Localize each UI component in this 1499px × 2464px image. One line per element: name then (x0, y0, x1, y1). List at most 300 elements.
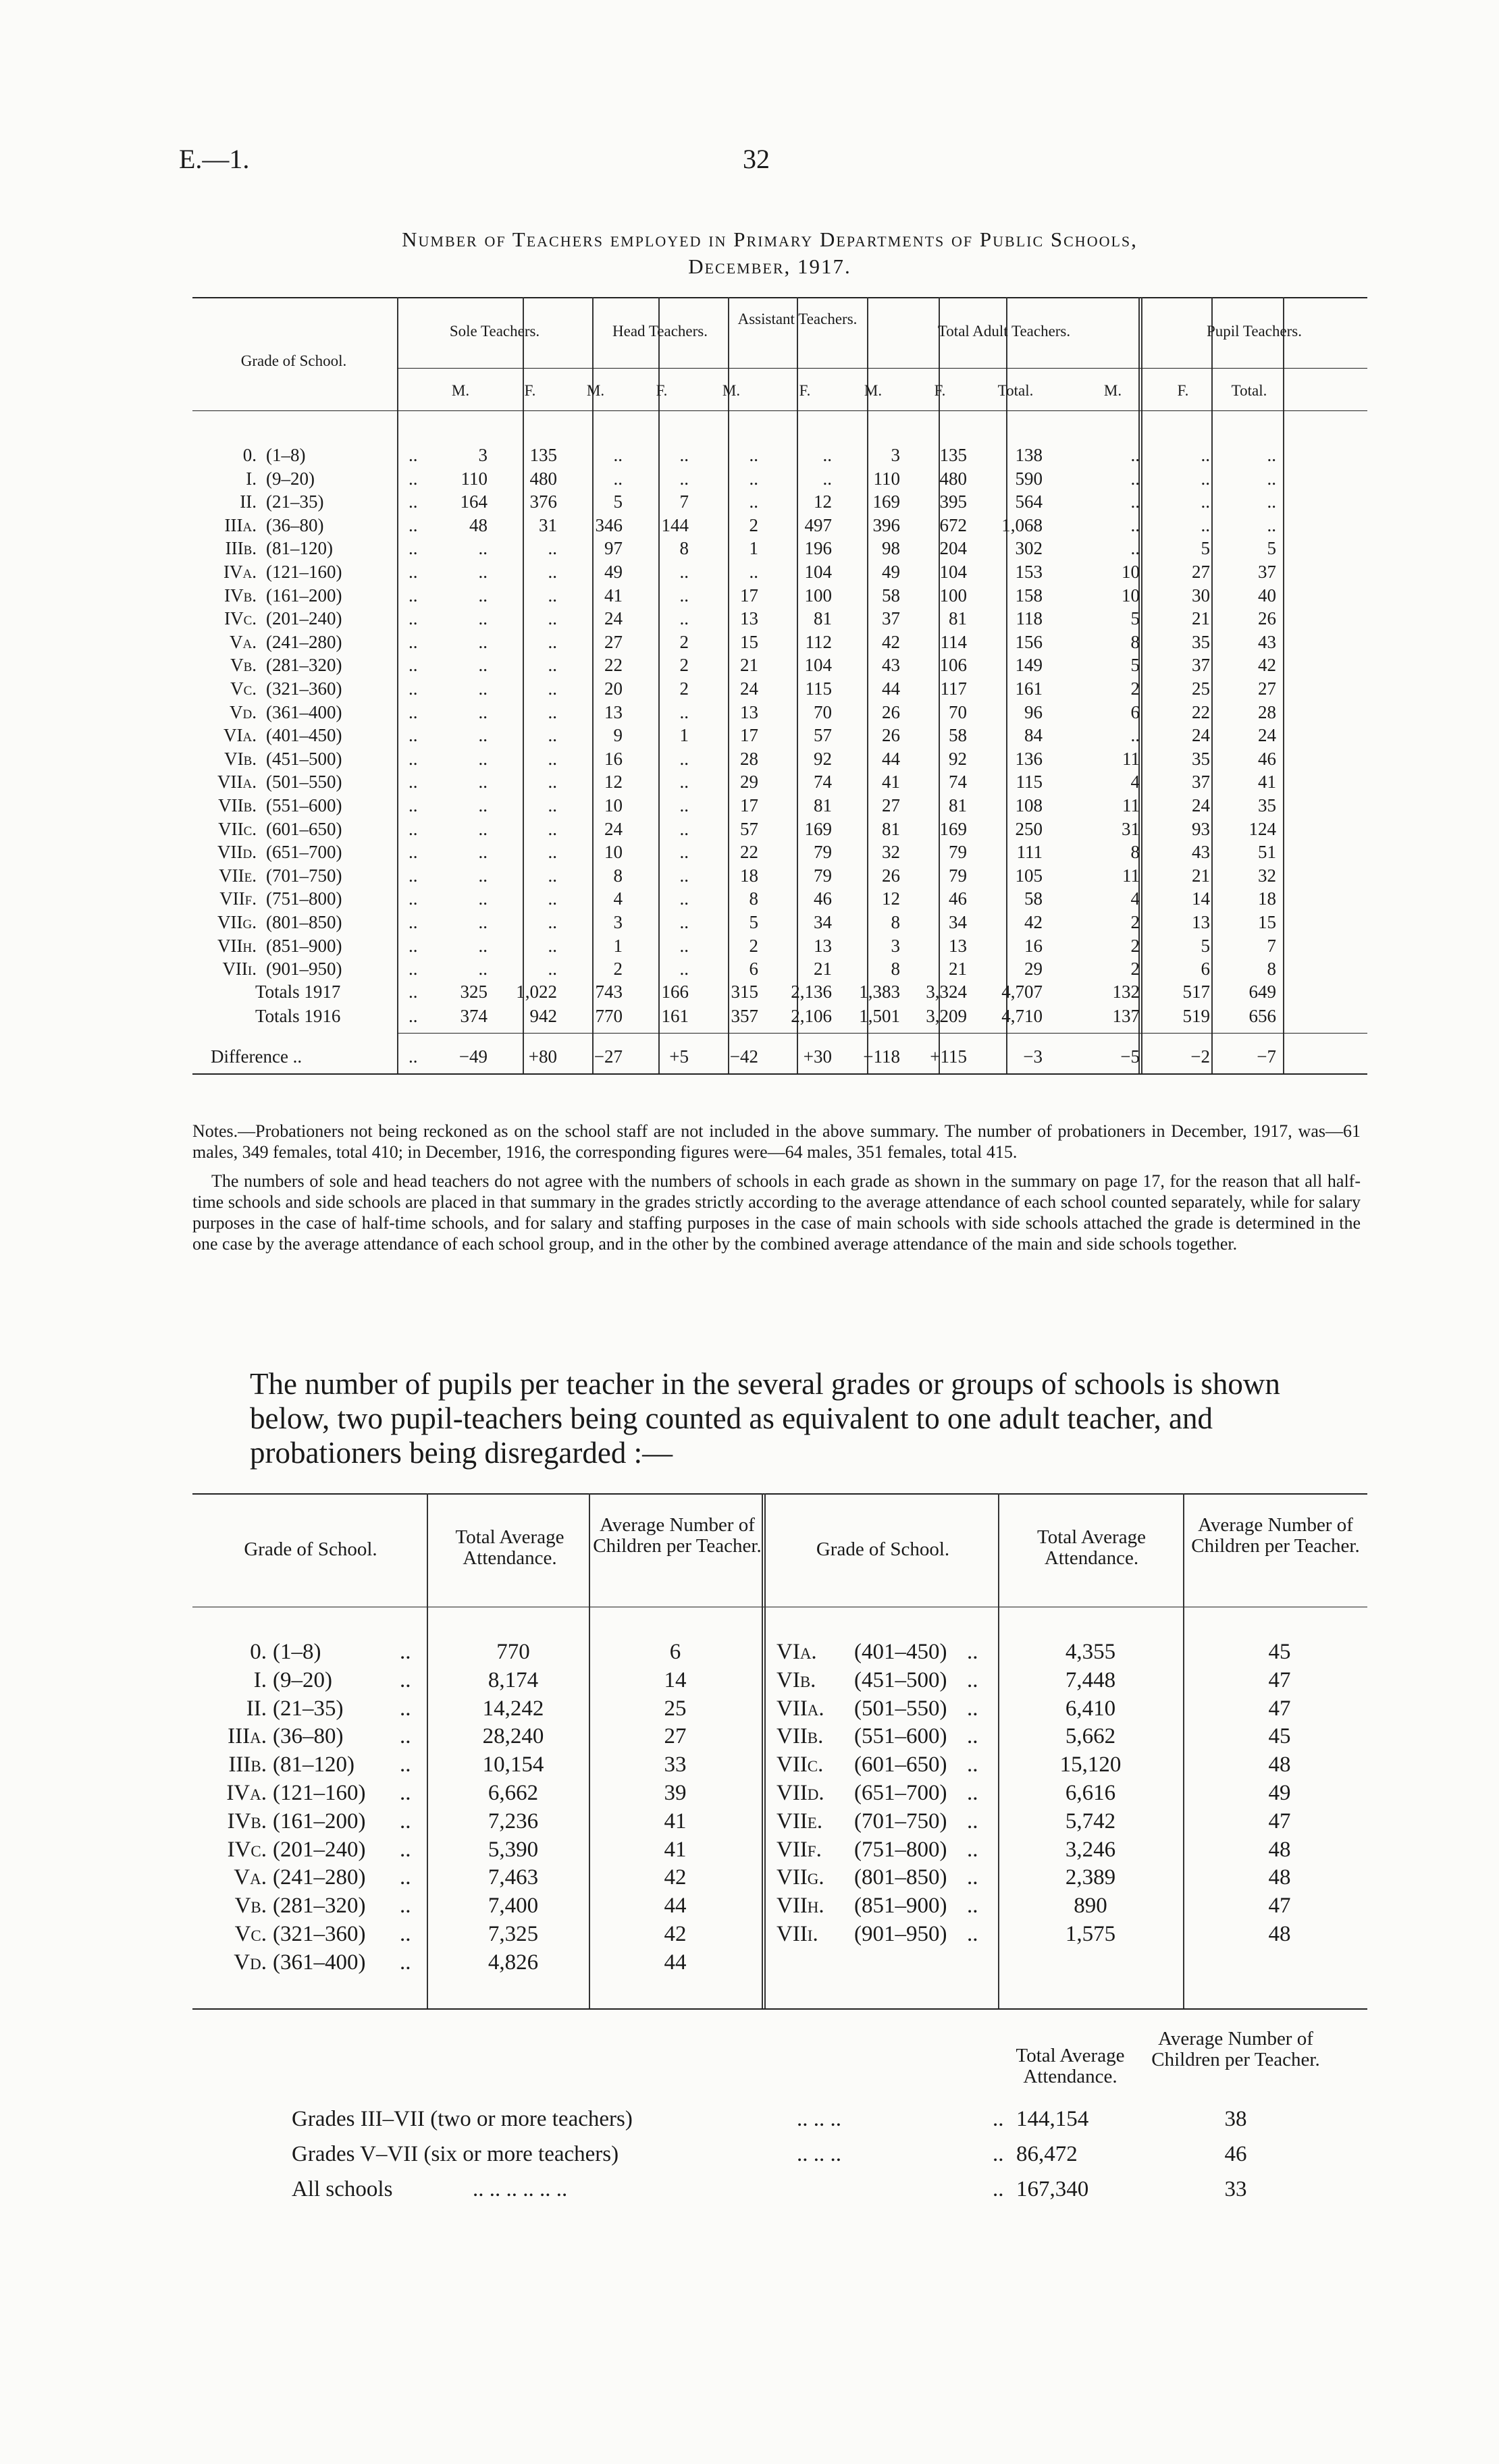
left-grade: IVb. (227, 1809, 267, 1833)
table-cell: 10 (604, 842, 623, 863)
row-grade: IVc. (224, 608, 257, 629)
table-cell: 27 (1258, 678, 1276, 699)
table-cell: 4 (613, 888, 623, 909)
document-code: E.—1. (179, 144, 250, 174)
row-range: (401–450) (266, 725, 342, 746)
table-cell: 70 (949, 701, 967, 722)
table-cell: .. (478, 585, 488, 606)
group-header: Pupil Teachers. (1206, 323, 1303, 340)
totals-cell: 325 (460, 982, 488, 1002)
table-cell: 79 (949, 865, 967, 886)
right-range: (451–500) (854, 1667, 947, 1692)
left-attendance: 28,240 (482, 1724, 544, 1749)
totals-cell: 166 (661, 982, 689, 1002)
column-rule (762, 1493, 763, 2008)
table-cell: 672 (939, 514, 967, 535)
rule-line (192, 1493, 1367, 1495)
sub-header-f: F. (1177, 382, 1189, 399)
right-average: 45 (1268, 1640, 1291, 1664)
table-cell: 27 (882, 795, 900, 815)
table-cell: 2 (613, 959, 623, 980)
row-leader: .. (400, 1837, 411, 1862)
table-cell: 37 (882, 608, 900, 629)
row-leader: .. (993, 2142, 1004, 2166)
table-cell: .. (478, 655, 488, 676)
table-cell: 22 (604, 655, 623, 676)
left-attendance: 7,463 (488, 1865, 539, 1890)
table-cell: 96 (1024, 701, 1043, 722)
row-range: (851–900) (266, 935, 342, 956)
row-range: (601–650) (266, 818, 342, 839)
table-cell: .. (679, 935, 689, 956)
table-cell: 37 (1258, 562, 1276, 582)
summary-label: Grades III–VII (two or more teachers) (292, 2107, 633, 2131)
left-range: (36–80) (273, 1724, 344, 1749)
table-cell: 4 (1130, 772, 1140, 793)
totals-cell: 315 (731, 982, 758, 1002)
row-leader: .. (967, 1724, 978, 1749)
right-grade: VIIc. (777, 1752, 824, 1777)
table-cell: 26 (882, 725, 900, 746)
table-cell: 27 (1192, 562, 1210, 582)
table-cell: .. (679, 865, 689, 886)
left-grade: I. (253, 1667, 267, 1692)
right-range: (501–550) (854, 1696, 947, 1721)
left-range: (201–240) (273, 1837, 366, 1862)
difference-cell: −49 (458, 1046, 488, 1067)
table-cell: .. (822, 445, 832, 465)
totals-label: Totals 1916 (255, 1006, 341, 1026)
left-grade: Vd. (234, 1950, 267, 1975)
table-cell: 8 (891, 959, 900, 980)
right-average: 48 (1268, 1865, 1291, 1890)
right-range: (651–700) (854, 1781, 947, 1805)
row-grade: VIId. (217, 842, 257, 863)
table-cell: 92 (814, 748, 832, 769)
table-cell: 6 (749, 959, 758, 980)
table-cell: 13 (814, 935, 832, 956)
row-leader: .. (967, 1667, 978, 1692)
table-cell: 44 (882, 678, 900, 699)
table-cell: 5 (749, 912, 758, 932)
totals-cell: 649 (1248, 982, 1276, 1002)
table-cell: 58 (882, 585, 900, 606)
table-cell: 396 (872, 514, 900, 535)
right-attendance: 2,389 (1065, 1865, 1116, 1890)
right-grade: VIIa. (777, 1696, 824, 1721)
sub-header-m: M. (1103, 382, 1122, 399)
table-cell: 11 (1122, 748, 1140, 769)
table-cell: 196 (804, 538, 832, 559)
table-cell: 18 (1258, 888, 1276, 909)
column-rule (427, 1493, 428, 2008)
table-cell: 34 (949, 912, 967, 932)
left-attendance: 6,662 (488, 1781, 539, 1805)
left-grade: 0. (250, 1640, 267, 1664)
table-cell: 108 (1015, 795, 1043, 815)
table-cell: 92 (949, 748, 967, 769)
table-cell: .. (749, 445, 758, 465)
row-leader: .. (967, 1640, 978, 1664)
table-cell: 29 (740, 772, 758, 793)
table-cell: 11 (1122, 795, 1140, 815)
row-range: (21–35) (266, 491, 324, 512)
table-cell: .. (613, 445, 623, 465)
table-cell: .. (1201, 514, 1210, 535)
totals-cell: 161 (661, 1006, 689, 1026)
row-grade: Vc. (230, 678, 257, 699)
sub-header-m: M. (451, 382, 470, 399)
totals-cell: 2,136 (791, 982, 832, 1002)
right-attendance: 4,355 (1065, 1640, 1116, 1664)
right-attendance: 7,448 (1065, 1667, 1116, 1692)
table-cell: 17 (740, 795, 758, 815)
row-leader: .. (409, 701, 418, 722)
table-cell: 158 (1015, 585, 1043, 606)
right-range: (551–600) (854, 1724, 947, 1749)
row-grade: 0. (242, 445, 257, 465)
row-grade: IVb. (224, 585, 257, 606)
row-grade: VIb. (224, 748, 257, 769)
right-average: 48 (1268, 1922, 1291, 1946)
right-attendance: 6,410 (1065, 1696, 1116, 1721)
left-average: 41 (664, 1809, 687, 1833)
row-grade: I. (246, 468, 257, 489)
summary-average: 33 (1224, 2177, 1247, 2201)
table-cell: 17 (740, 585, 758, 606)
table-cell: 97 (604, 538, 623, 559)
table-cell: .. (822, 468, 832, 489)
totals-cell: 1,501 (859, 1006, 900, 1026)
table-cell: 13 (1192, 912, 1210, 932)
row-leader: .. (409, 678, 418, 699)
row-leader: .. (967, 1696, 978, 1721)
left-attendance: 7,325 (488, 1922, 539, 1946)
table-cell: 24 (604, 608, 623, 629)
table-cell: 104 (804, 562, 832, 582)
sub-header-total: Total. (1231, 382, 1267, 399)
table-cell: .. (478, 748, 488, 769)
row-leader: .. (400, 1640, 411, 1664)
row-grade: Vd. (230, 701, 257, 722)
totals-cell: 770 (595, 1006, 623, 1026)
right-range: (401–450) (854, 1640, 947, 1664)
row-leader: .. (409, 959, 418, 980)
left-average: 14 (664, 1667, 687, 1692)
table-cell: 57 (814, 725, 832, 746)
right-average: 45 (1268, 1724, 1291, 1749)
row-leader: .. (400, 1696, 411, 1721)
left-grade: IIIa. (228, 1724, 267, 1749)
left-range: (121–160) (273, 1781, 366, 1805)
table-cell: 13 (949, 935, 967, 956)
table-cell: .. (1130, 538, 1140, 559)
table-cell: 58 (1024, 888, 1043, 909)
table-cell: 27 (604, 631, 623, 652)
table-cell: .. (679, 608, 689, 629)
summary-label: All schools (292, 2177, 393, 2201)
table-cell: .. (478, 912, 488, 932)
right-grade: VIIh. (777, 1894, 824, 1919)
table-cell: 115 (805, 678, 832, 699)
table-cell: 40 (1258, 585, 1276, 606)
table-cell: 5 (1130, 608, 1140, 629)
summary-leader: .. .. .. (797, 2142, 841, 2166)
table-cell: .. (548, 538, 557, 559)
table-cell: 22 (740, 842, 758, 863)
table-cell: .. (679, 959, 689, 980)
difference-cell: −7 (1257, 1046, 1276, 1067)
right-grade: VIId. (777, 1781, 824, 1805)
table-cell: .. (1267, 491, 1276, 512)
table-cell: 42 (1024, 912, 1043, 932)
table-cell: 346 (595, 514, 623, 535)
table-cell: 79 (949, 842, 967, 863)
summary-leader: .. .. .. (797, 2107, 841, 2131)
table-cell: 10 (604, 795, 623, 815)
table-cell: 42 (1258, 655, 1276, 676)
table-cell: 105 (1015, 865, 1043, 886)
left-average: 39 (664, 1781, 687, 1805)
table-cell: 1 (613, 935, 623, 956)
left-range: (241–280) (273, 1865, 366, 1890)
row-grade: VIIe. (219, 865, 257, 886)
row-grade: IIIa. (224, 514, 257, 535)
row-leader: .. (400, 1781, 411, 1805)
column-rule (764, 1493, 766, 2008)
row-leader: .. (967, 1752, 978, 1777)
row-leader: .. (409, 842, 418, 863)
table-cell: 21 (949, 959, 967, 980)
average-header-right: Average Number of Children per Teacher. (1191, 1514, 1360, 1557)
table-cell: 110 (461, 468, 488, 489)
table-cell: 12 (604, 772, 623, 793)
totals-cell: 656 (1248, 1006, 1276, 1026)
table-cell: .. (478, 538, 488, 559)
totals-cell: 3,324 (926, 982, 967, 1002)
table-cell: 7 (679, 491, 689, 512)
table-cell: 46 (1258, 748, 1276, 769)
table-cell: 32 (882, 842, 900, 863)
table-cell: .. (679, 912, 689, 932)
table-cell: .. (679, 701, 689, 722)
left-average: 42 (664, 1922, 687, 1946)
table-cell: 11 (1122, 865, 1140, 886)
table-cell: 497 (804, 514, 832, 535)
table-cell: .. (679, 772, 689, 793)
rule-line (192, 2008, 1367, 2010)
table-cell: 250 (1015, 818, 1043, 839)
table-cell: .. (548, 701, 557, 722)
row-grade: Vb. (230, 655, 257, 676)
row-leader: .. (967, 1837, 978, 1862)
table-cell: 74 (949, 772, 967, 793)
page-number: 32 (743, 144, 770, 174)
table-cell: 98 (882, 538, 900, 559)
table-cell: 32 (1258, 865, 1276, 886)
table-cell: .. (548, 631, 557, 652)
summary-average-header: Average Number of Children per Teacher. (1151, 2028, 1320, 2070)
row-grade: II. (240, 491, 257, 512)
grade-header-right: Grade of School. (816, 1538, 950, 1560)
table-cell: 3 (891, 935, 900, 956)
row-leader: .. (967, 1894, 978, 1919)
left-attendance: 770 (496, 1640, 530, 1664)
table-cell: .. (1130, 514, 1140, 535)
summary-leader: .. .. .. .. .. .. (473, 2177, 568, 2201)
group-header: Head Teachers. (612, 323, 708, 340)
right-average: 48 (1268, 1837, 1291, 1862)
totals-cell: 1,383 (859, 982, 900, 1002)
table-cell: .. (478, 959, 488, 980)
table-cell: .. (1130, 445, 1140, 465)
table-cell: 161 (1015, 678, 1043, 699)
table-cell: .. (679, 818, 689, 839)
table-cell: .. (749, 562, 758, 582)
table-cell: 6 (1130, 701, 1140, 722)
row-leader: .. (409, 865, 418, 886)
table-title (196, 226, 1344, 280)
table-cell: 30 (1192, 585, 1210, 606)
row-leader: .. (409, 912, 418, 932)
table-cell: 35 (1192, 748, 1210, 769)
table-cell: .. (548, 959, 557, 980)
table-cell: 204 (939, 538, 967, 559)
right-grade: VIb. (777, 1667, 816, 1692)
table-cell: .. (679, 795, 689, 815)
table-cell: 41 (1258, 772, 1276, 793)
left-attendance: 8,174 (488, 1667, 539, 1692)
table-cell: 114 (940, 631, 967, 652)
left-average: 6 (669, 1640, 681, 1664)
table-cell: .. (548, 818, 557, 839)
table-cell: 5 (1267, 538, 1276, 559)
table-cell: .. (1267, 445, 1276, 465)
table-cell: .. (1201, 468, 1210, 489)
table-cell: 153 (1015, 562, 1043, 582)
row-range: (751–800) (266, 888, 342, 909)
table-cell: 6 (1201, 959, 1210, 980)
group-header: Total Adult Teachers. (937, 323, 1071, 340)
sub-header-f: F. (799, 382, 811, 399)
table-cell: 395 (939, 491, 967, 512)
table-cell: .. (548, 562, 557, 582)
left-grade: IIIb. (228, 1752, 267, 1777)
table-cell: .. (548, 772, 557, 793)
table-cell: 24 (604, 818, 623, 839)
right-average: 47 (1268, 1696, 1291, 1721)
left-average: 27 (664, 1724, 687, 1749)
table-cell: 144 (661, 514, 689, 535)
row-leader: .. (409, 585, 418, 606)
table-cell: 81 (949, 608, 967, 629)
table-cell: 169 (872, 491, 900, 512)
right-average: 49 (1268, 1781, 1291, 1805)
row-leader: .. (409, 562, 418, 582)
table-cell: .. (548, 585, 557, 606)
table-cell: .. (548, 795, 557, 815)
row-leader: .. (400, 1894, 411, 1919)
row-leader: .. (409, 631, 418, 652)
left-grade: Vc. (234, 1922, 267, 1946)
table-cell: 2 (679, 631, 689, 652)
difference-cell: +30 (803, 1046, 832, 1067)
table-cell: 2 (1130, 959, 1140, 980)
table-cell: .. (1267, 514, 1276, 535)
table-cell: .. (1130, 468, 1140, 489)
row-leader: .. (409, 468, 418, 489)
row-range: (801–850) (266, 912, 342, 932)
title-line-1: Number of Teachers employed in Primary Departments of Public Schools, (402, 227, 1138, 251)
table-cell: 93 (1192, 818, 1210, 839)
left-range: (321–360) (273, 1922, 366, 1946)
right-average: 48 (1268, 1752, 1291, 1777)
table-cell: .. (478, 865, 488, 886)
rule-line (192, 297, 1367, 298)
row-leader: .. (400, 1752, 411, 1777)
table-cell: 49 (604, 562, 623, 582)
row-leader: .. (409, 725, 418, 746)
row-range: (121–160) (266, 562, 342, 582)
row-leader: .. (409, 608, 418, 629)
table-cell: 16 (604, 748, 623, 769)
table-cell: .. (1130, 491, 1140, 512)
group-header: Sole Teachers. (449, 323, 540, 340)
table-cell: 25 (1192, 678, 1210, 699)
table-cell: 26 (882, 865, 900, 886)
table-cell: 2 (1130, 935, 1140, 956)
row-range: (201–240) (266, 608, 342, 629)
table-cell: .. (1267, 468, 1276, 489)
left-attendance: 5,390 (488, 1837, 539, 1862)
table-cell: 10 (1122, 562, 1140, 582)
table-cell: 118 (1016, 608, 1043, 629)
table-cell: .. (749, 468, 758, 489)
left-average: 44 (664, 1950, 687, 1975)
summary-attendance: 144,154 (1016, 2107, 1089, 2131)
table-cell: 111 (1016, 842, 1043, 863)
table-cell: 41 (604, 585, 623, 606)
table-cell: 79 (814, 865, 832, 886)
table-cell: 5 (1201, 538, 1210, 559)
table-cell: 24 (1258, 725, 1276, 746)
table-cell: 2 (1130, 678, 1140, 699)
right-attendance: 6,616 (1065, 1781, 1116, 1805)
row-grade: VIIf. (219, 888, 257, 909)
table-cell: .. (548, 865, 557, 886)
right-grade: VIIe. (777, 1809, 823, 1833)
difference-cell: +115 (930, 1046, 967, 1067)
left-average: 44 (664, 1894, 687, 1919)
right-attendance: 5,662 (1065, 1724, 1116, 1749)
row-range: (36–80) (266, 514, 324, 535)
right-range: (851–900) (854, 1894, 947, 1919)
right-attendance: 5,742 (1065, 1809, 1116, 1833)
table-cell: 58 (949, 725, 967, 746)
left-average: 42 (664, 1865, 687, 1890)
table-cell: 110 (873, 468, 900, 489)
table-cell: .. (749, 491, 758, 512)
table-cell: 14 (1192, 888, 1210, 909)
table-cell: 3 (613, 912, 623, 932)
left-grade: Va. (234, 1865, 267, 1890)
table-cell: .. (478, 888, 488, 909)
table-cell: 46 (814, 888, 832, 909)
table-cell: 115 (1016, 772, 1043, 793)
row-grade: VIIi. (222, 959, 257, 980)
table-cell: .. (478, 842, 488, 863)
left-attendance: 10,154 (482, 1752, 544, 1777)
